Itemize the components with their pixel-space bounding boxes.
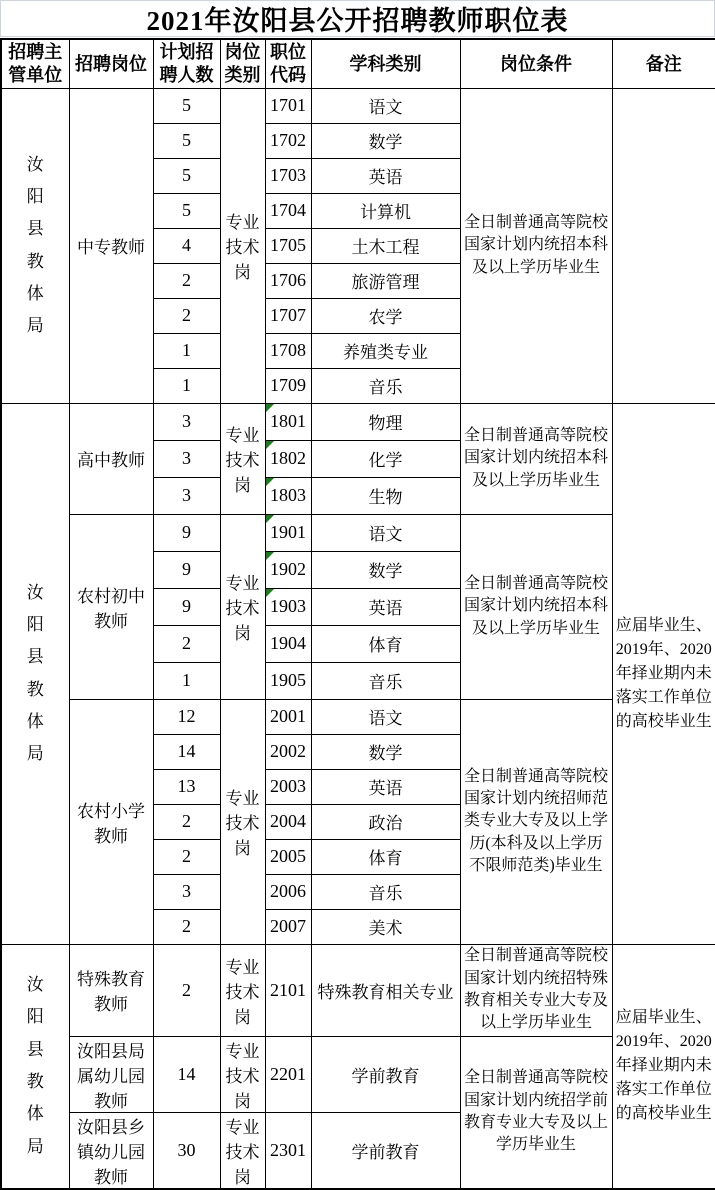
- code-cell: 2301: [265, 1112, 311, 1189]
- subject-cell: 美术: [311, 909, 460, 944]
- count-cell: 9: [153, 514, 220, 551]
- count-cell: 9: [153, 588, 220, 625]
- count-cell: 1: [153, 368, 220, 403]
- table-row: [1, 88, 715, 123]
- count-cell: 2: [153, 944, 220, 1036]
- remark-cell: [612, 88, 715, 403]
- count-cell: 5: [153, 123, 220, 158]
- count-cell: 13: [153, 769, 220, 804]
- count-cell: 2: [153, 909, 220, 944]
- code-cell: 1701: [265, 88, 311, 123]
- col-header-position: 招聘岗位: [69, 39, 153, 88]
- subject-cell: 数学: [311, 123, 460, 158]
- code-text: 1902: [270, 559, 306, 579]
- subject-cell: 数学: [311, 734, 460, 769]
- count-cell: 2: [153, 839, 220, 874]
- count-cell: 3: [153, 440, 220, 477]
- subject-cell: 语文: [311, 88, 460, 123]
- code-cell: 1705: [265, 228, 311, 263]
- count-cell: 14: [153, 1036, 220, 1112]
- code-cell: 1904: [265, 625, 311, 662]
- page-title: 2021年汝阳县公开招聘教师职位表: [0, 0, 715, 37]
- code-cell: 1706: [265, 263, 311, 298]
- count-cell: 30: [153, 1112, 220, 1189]
- category-cell: 专业技术岗: [220, 944, 265, 1036]
- code-cell: 2005: [265, 839, 311, 874]
- position-cell: 汝阳县乡镇幼儿园教师: [69, 1112, 153, 1189]
- table-row: [1, 403, 715, 440]
- subject-cell: 土木工程: [311, 228, 460, 263]
- code-cell: 2006: [265, 874, 311, 909]
- col-header-condition: 岗位条件: [460, 39, 612, 88]
- code-cell: 2101: [265, 944, 311, 1036]
- unit-cell: [1, 944, 69, 1189]
- subject-cell: 农学: [311, 298, 460, 333]
- code-cell: 1708: [265, 333, 311, 368]
- code-cell: 2001: [265, 699, 311, 734]
- subject-cell: 数学: [311, 551, 460, 588]
- code-cell: 1702: [265, 123, 311, 158]
- table-row: [1, 1036, 715, 1112]
- count-cell: 5: [153, 193, 220, 228]
- code-cell: 1905: [265, 662, 311, 699]
- code-cell: 2201: [265, 1036, 311, 1112]
- subject-cell: 政治: [311, 804, 460, 839]
- count-cell: 2: [153, 263, 220, 298]
- condition-cell: 全日制普通高等院校国家计划内统招本科及以上学历毕业生: [460, 514, 612, 699]
- count-cell: 1: [153, 333, 220, 368]
- error-indicator-icon: [266, 404, 274, 412]
- subject-cell: 特殊教育相关专业: [311, 944, 460, 1036]
- unit-cell: [1, 403, 69, 944]
- subject-cell: 语文: [311, 699, 460, 734]
- condition-cell: 全日制普通高等院校国家计划内统招特殊教育相关专业大专及以上学历毕业生: [460, 944, 612, 1036]
- subject-cell: 音乐: [311, 662, 460, 699]
- count-cell: 3: [153, 477, 220, 514]
- col-header-category: 岗位类别: [220, 39, 265, 88]
- error-indicator-icon: [266, 552, 274, 560]
- position-cell: 农村初中教师: [69, 514, 153, 699]
- position-cell: 特殊教育教师: [69, 944, 153, 1036]
- code-cell: 1703: [265, 158, 311, 193]
- remark-cell: 应届毕业生、2019年、2020年择业期内未落实工作单位的高校毕业生: [612, 944, 715, 1189]
- category-cell: 专业技术岗: [220, 1036, 265, 1112]
- position-cell: 汝阳县局属幼儿园教师: [69, 1036, 153, 1112]
- category-cell: 专业技术岗: [220, 1112, 265, 1189]
- col-header-remark: 备注: [612, 39, 715, 88]
- subject-cell: 养殖类专业: [311, 333, 460, 368]
- code-cell: [265, 477, 311, 514]
- col-header-unit: 招聘主管单位: [1, 39, 69, 88]
- code-text: 1803: [270, 485, 306, 505]
- code-text: 1901: [270, 522, 306, 542]
- subject-cell: 物理: [311, 403, 460, 440]
- count-cell: 14: [153, 734, 220, 769]
- position-cell: 农村小学教师: [69, 699, 153, 944]
- count-cell: 5: [153, 88, 220, 123]
- count-cell: 1: [153, 662, 220, 699]
- code-cell: [265, 403, 311, 440]
- remark-cell: 应届毕业生、2019年、2020年择业期内未落实工作单位的高校毕业生: [612, 403, 715, 944]
- code-cell: 1709: [265, 368, 311, 403]
- unit-cell: [1, 88, 69, 403]
- code-cell: 2003: [265, 769, 311, 804]
- category-cell: 专业技术岗: [220, 514, 265, 699]
- condition-cell: 全日制普通高等院校国家计划内统招本科及以上学历毕业生: [460, 403, 612, 514]
- error-indicator-icon: [266, 478, 274, 486]
- category-cell: 专业技术岗: [220, 88, 265, 403]
- subject-cell: 音乐: [311, 874, 460, 909]
- code-cell: [265, 440, 311, 477]
- subject-cell: 学前教育: [311, 1036, 460, 1112]
- col-header-count: 计划招聘人数: [153, 39, 220, 88]
- code-cell: [265, 551, 311, 588]
- subject-cell: 英语: [311, 588, 460, 625]
- code-cell: 2007: [265, 909, 311, 944]
- category-cell: 专业技术岗: [220, 403, 265, 514]
- subject-cell: 学前教育: [311, 1112, 460, 1189]
- subject-cell: 旅游管理: [311, 263, 460, 298]
- count-cell: 2: [153, 804, 220, 839]
- col-header-subject: 学科类别: [311, 39, 460, 88]
- positions-table: [0, 38, 715, 1190]
- condition-cell: 全日制普通高等院校国家计划内统招本科及以上学历毕业生: [460, 88, 612, 403]
- unit-text: 汝阳县教体局: [26, 154, 44, 336]
- subject-cell: 体育: [311, 839, 460, 874]
- count-cell: 3: [153, 403, 220, 440]
- subject-cell: 音乐: [311, 368, 460, 403]
- error-indicator-icon: [266, 515, 274, 523]
- code-cell: [265, 588, 311, 625]
- position-cell: 中专教师: [69, 88, 153, 403]
- code-text: 1801: [270, 411, 306, 431]
- subject-cell: 英语: [311, 769, 460, 804]
- subject-cell: 语文: [311, 514, 460, 551]
- count-cell: 4: [153, 228, 220, 263]
- table-row: [1, 699, 715, 734]
- condition-cell: 全日制普通高等院校国家计划内统招学前教育专业大专及以上学历毕业生: [460, 1036, 612, 1189]
- error-indicator-icon: [266, 441, 274, 449]
- table-row: [1, 944, 715, 1036]
- header-row: [1, 39, 715, 88]
- count-cell: 12: [153, 699, 220, 734]
- condition-cell: 全日制普通高等院校国家计划内统招师范类专业大专及以上学历(本科及以上学历不限师范类)毕业生: [460, 699, 612, 944]
- position-cell: 高中教师: [69, 403, 153, 514]
- code-text: 1903: [270, 596, 306, 616]
- code-cell: 2004: [265, 804, 311, 839]
- count-cell: 2: [153, 625, 220, 662]
- col-header-code: 职位代码: [265, 39, 311, 88]
- subject-cell: 生物: [311, 477, 460, 514]
- code-cell: 2002: [265, 734, 311, 769]
- code-cell: 1704: [265, 193, 311, 228]
- code-cell: [265, 514, 311, 551]
- count-cell: 9: [153, 551, 220, 588]
- subject-cell: 体育: [311, 625, 460, 662]
- category-cell: 专业技术岗: [220, 699, 265, 944]
- code-cell: 1707: [265, 298, 311, 333]
- subject-cell: 英语: [311, 158, 460, 193]
- unit-text: 汝阳县教体局: [26, 582, 44, 764]
- subject-cell: 计算机: [311, 193, 460, 228]
- table-row: [1, 514, 715, 551]
- code-text: 1802: [270, 448, 306, 468]
- count-cell: 3: [153, 874, 220, 909]
- count-cell: 5: [153, 158, 220, 193]
- count-cell: 2: [153, 298, 220, 333]
- unit-text: 汝阳县教体局: [26, 975, 44, 1156]
- error-indicator-icon: [266, 589, 274, 597]
- subject-cell: 化学: [311, 440, 460, 477]
